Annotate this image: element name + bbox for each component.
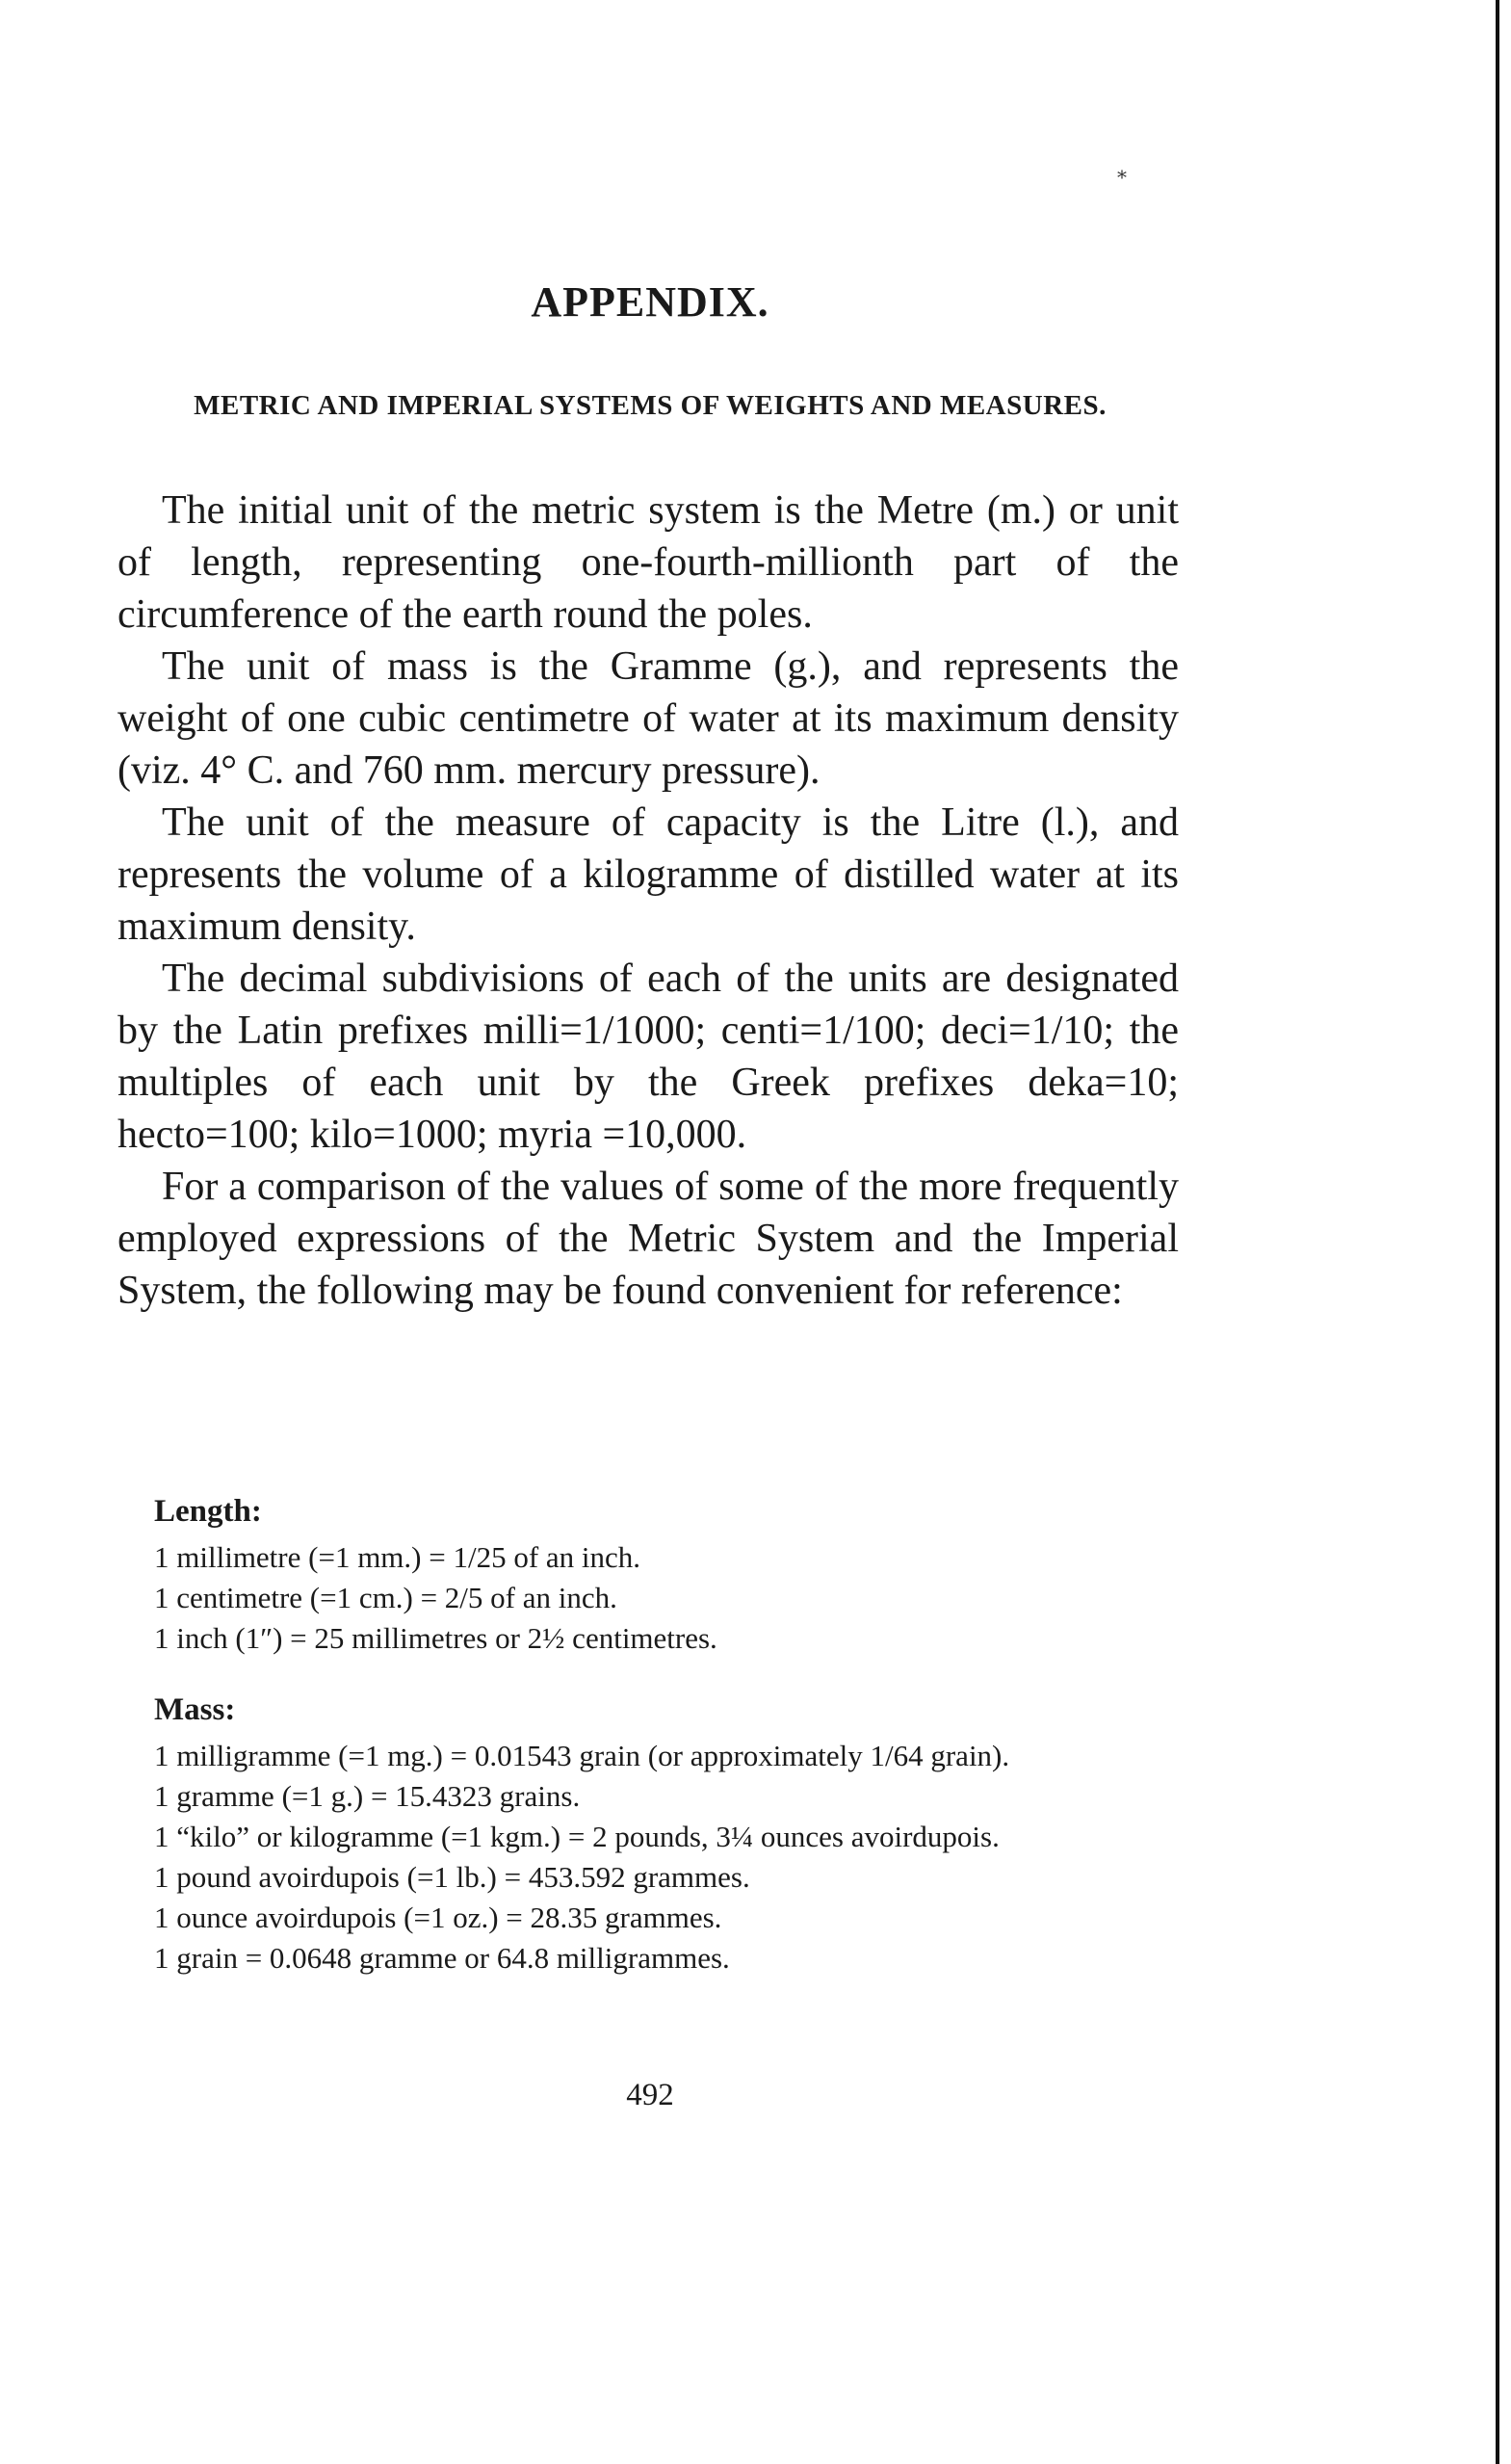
body-text — [117, 485, 1179, 1317]
length-line: 1 millimetre (=1 mm.) = 1/25 of an inch. — [154, 1540, 641, 1574]
length-line: 1 centimetre (=1 cm.) = 2/5 of an inch. — [154, 1581, 617, 1614]
length-heading: Length: — [154, 1494, 262, 1529]
page-edge — [1496, 0, 1499, 2464]
mass-line: 1 “kilo” or kilogramme (=1 kgm.) = 2 pounds, 3¼ ounces avoirdupois. — [154, 1820, 1000, 1853]
paragraph-metre: The initial unit of the metric system is the Metre (m.) or unit of length, representing one-fourth-millionth part of the circumference of the earth round the poles. — [117, 488, 1179, 637]
mass-line: 1 gramme (=1 g.) = 15.4323 grains. — [154, 1779, 581, 1813]
length-line: 1 inch (1″) = 25 millimetres or 2½ centimetres. — [154, 1621, 717, 1655]
mass-line: 1 ounce avoirdupois (=1 oz.) = 28.35 grammes. — [154, 1900, 722, 1934]
mass-heading: Mass: — [154, 1692, 236, 1727]
paragraph-comparison: For a comparison of the values of some of the more frequently employed expressions of the Metric System and the Imperial System, the following may be found convenient for reference: — [117, 1165, 1179, 1313]
mass-line: 1 pound avoirdupois (=1 lb.) = 453.592 grammes. — [154, 1860, 750, 1894]
length-section — [117, 1491, 1179, 1659]
mass-section — [117, 1690, 1179, 1979]
section-subtitle: METRIC AND IMPERIAL SYSTEMS OF WEIGHTS AND MEASURES. — [194, 390, 1107, 421]
appendix-title: APPENDIX. — [531, 278, 769, 326]
paragraph-litre: The unit of the measure of capacity is the Litre (l.), and represents the volume of a kilogramme of distilled water at its maximum density. — [117, 800, 1179, 949]
ink-mark: * — [1117, 166, 1127, 189]
mass-line: 1 milligramme (=1 mg.) = 0.01543 grain (or approximately 1/64 grain). — [154, 1739, 1010, 1772]
page-number: 492 — [626, 2078, 674, 2112]
paragraph-gramme: The unit of mass is the Gramme (g.), and represents the weight of one cubic centimetre of water at its maximum density (viz. 4° C. and 760 mm. mercury pressure). — [117, 644, 1179, 793]
mass-line: 1 grain = 0.0648 gramme or 64.8 milligrammes. — [154, 1941, 730, 1975]
paragraph-prefixes: The decimal subdivisions of each of the units are designated by the Latin prefixes milli=1/1000; centi=1/100; deci=1/10; the multiples of each unit by the Greek prefixes deka=10; hecto=100; kilo=1000; myria =10,000. — [117, 957, 1179, 1157]
